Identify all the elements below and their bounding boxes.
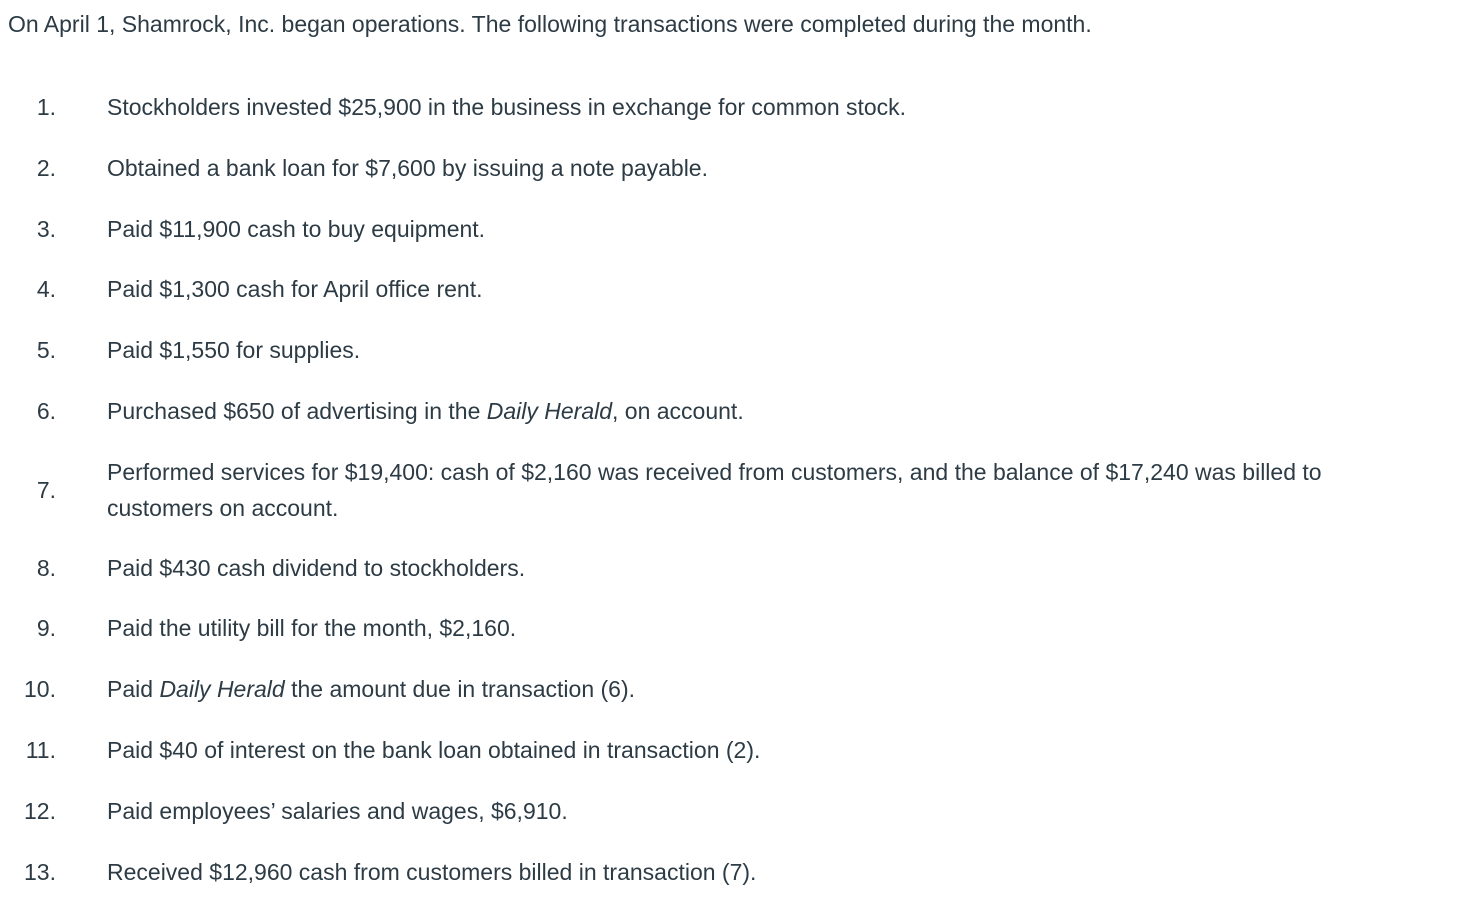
item-text: Paid $430 cash dividend to stockholders. bbox=[107, 555, 526, 581]
intro-paragraph: On April 1, Shamrock, Inc. began operations. The following transactions were completed during the month. bbox=[8, 11, 1092, 37]
item-text bbox=[107, 671, 1437, 707]
item-number: 11. bbox=[25, 737, 56, 763]
item-text: Obtained a bank loan for $7,600 by issuing a note payable. bbox=[107, 155, 708, 181]
item-text-after: , on account. bbox=[612, 398, 744, 424]
item-number: 1. bbox=[36, 94, 56, 120]
item-text: Received $12,960 cash from customers billed in transaction (7). bbox=[107, 859, 757, 885]
item-text: Paid $11,900 cash to buy equipment. bbox=[107, 216, 486, 242]
item-text-before: Purchased $650 of advertising in the bbox=[107, 398, 487, 424]
item-number: 2. bbox=[36, 155, 56, 181]
item-text bbox=[107, 393, 1437, 429]
item-text-italic: Daily Herald bbox=[486, 398, 613, 424]
item-number: 13. bbox=[24, 859, 56, 885]
item-number: 10. bbox=[24, 676, 56, 702]
item-number: 6. bbox=[36, 398, 56, 424]
item-text: Paid $1,300 cash for April office rent. bbox=[107, 276, 483, 302]
item-number: 5. bbox=[36, 337, 56, 363]
item-text-italic: Daily Herald bbox=[159, 676, 285, 702]
item-text-line-1: Performed services for $19,400: cash of $2,160 was received from customers, and the balance of $17,240 was billed to bbox=[107, 459, 1322, 485]
item-number: 4. bbox=[36, 276, 56, 302]
item-text-after: the amount due in transaction (6). bbox=[284, 676, 636, 702]
item-text bbox=[107, 454, 1437, 526]
item-number: 9. bbox=[36, 615, 56, 641]
item-number: 12. bbox=[24, 798, 56, 824]
item-text: Paid employees’ salaries and wages, $6,910. bbox=[107, 798, 568, 824]
item-text: Paid $1,550 for supplies. bbox=[107, 337, 361, 363]
item-text: Paid $40 of interest on the bank loan obtained in transaction (2). bbox=[107, 737, 761, 763]
item-number: 8. bbox=[36, 555, 56, 581]
item-text: Paid the utility bill for the month, $2,160. bbox=[107, 615, 517, 641]
item-text-line-2: customers on account. bbox=[107, 495, 339, 521]
item-text-before: Paid bbox=[107, 676, 160, 702]
item-text: Stockholders invested $25,900 in the business in exchange for common stock. bbox=[107, 94, 907, 120]
item-number: 7. bbox=[36, 477, 56, 503]
item-number: 3. bbox=[36, 216, 56, 242]
